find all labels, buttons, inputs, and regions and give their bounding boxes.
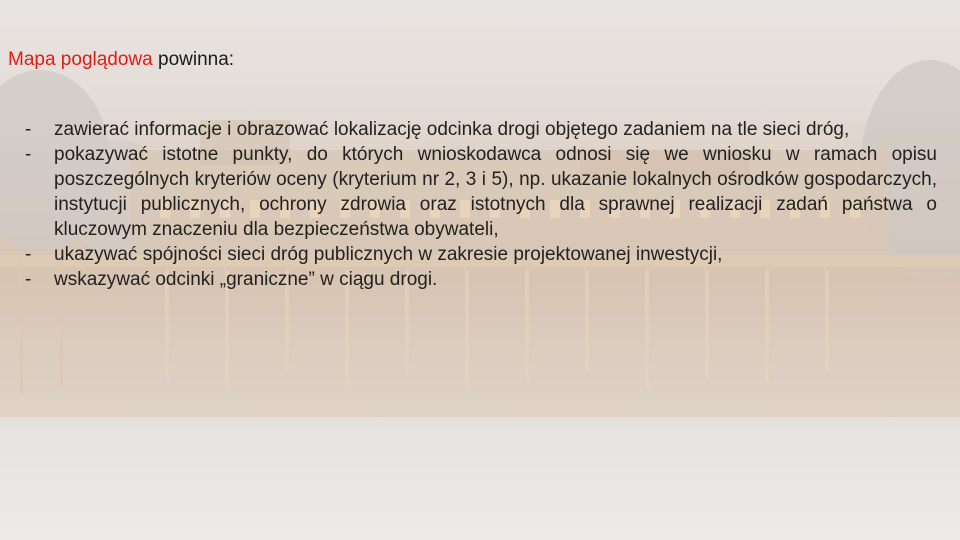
bullet-marker: - <box>25 119 32 140</box>
bullet-marker: - <box>25 144 32 165</box>
bullet-list <box>25 117 945 292</box>
bullet-item <box>25 117 945 142</box>
slide-title <box>8 48 234 72</box>
bullet-text: wskazywać odcinki „graniczne” w ciągu drogi. <box>54 269 438 290</box>
bullet-text: pokazywać istotne punkty, do których wnioskodawca odnosi się we wniosku w ramach opisu poszczególnych kryteriów oceny (kryterium nr 2, 3 i 5), np. ukazanie lokalnych ośrodków gospodarczych, instytucji publicznych, ochrony zdrowia oraz istotnych dla sprawnej realizacji zadań państwa o kluczowym znaczeniu dla bezpieczeństwa obywateli, <box>54 144 937 240</box>
bullet-text: ukazywać spójności sieci dróg publicznych w zakresie projektowanej inwestycji, <box>54 244 723 265</box>
bullet-item <box>25 242 945 267</box>
title-accent: Mapa poglądowa <box>8 49 153 70</box>
bullet-marker: - <box>25 269 32 290</box>
bullet-item <box>25 142 945 242</box>
title-rest: powinna: <box>152 49 235 70</box>
bullet-marker: - <box>25 244 32 265</box>
bullet-item <box>25 267 945 292</box>
bullet-text: zawierać informacje i obrazować lokalizację odcinka drogi objętego zadaniem na tle sieci dróg, <box>54 119 850 140</box>
